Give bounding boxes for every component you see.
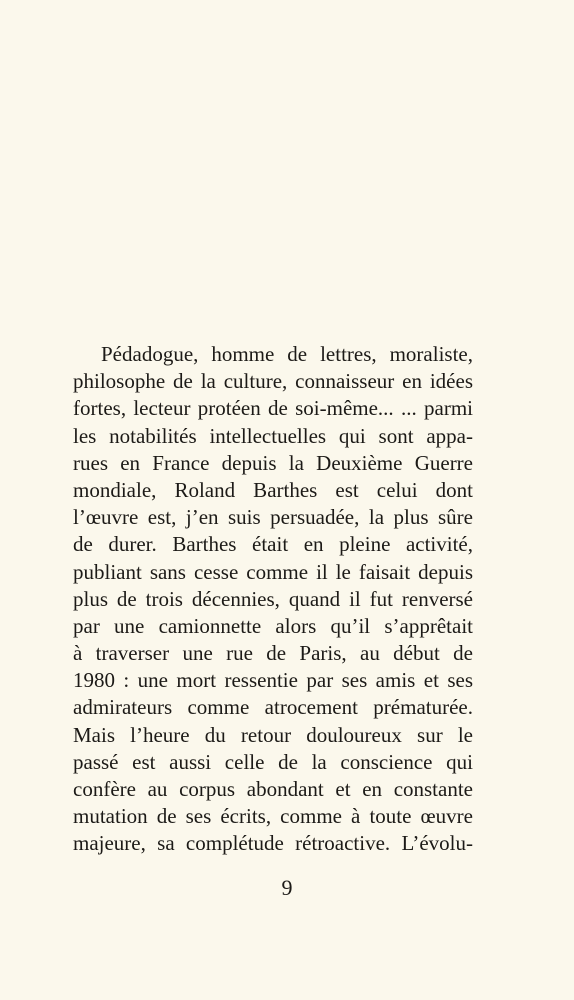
page-number: 9 [281,875,293,900]
text-line: Pédadogue, homme de lettres, moraliste, [101,342,473,366]
text-line: confère au corpus abondant et en constante [73,777,473,801]
text-line: à traverser une rue de Paris, au début de [73,641,473,666]
text-line: mondiale, Roland Barthes est celui dont [73,477,473,502]
text-line: Mais l’heure du retour douloureux sur le [73,722,473,747]
text-line: 1980 : une mort ressentie par ses amis et ses [73,668,473,693]
text-line: de durer. Barthes était en pleine activité, [73,532,473,557]
text-line: admirateurs comme atrocement prématurée. [73,695,473,720]
text-line: passé est aussi celle de la conscience qui [73,749,473,774]
text-line: par une camionnette alors qu’il s’apprêtait [73,613,473,638]
body-paragraph [73,341,473,858]
text-line: mutation de ses écrits, comme à toute œuvre [73,804,473,829]
text-line: plus de trois décennies, quand il fut renversé [73,586,473,611]
text-line: fortes, lecteur protéen de soi-même... ... parmi [73,396,473,421]
text-line: les notabilités intellectuelles qui sont appa- [73,423,473,448]
text-line: majeure, sa complétude rétroactive. L’évolu- [73,831,473,856]
text-line: rues en France depuis la Deuxième Guerre [73,450,473,475]
text-line: philosophe de la culture, connaisseur en idées [73,369,473,394]
text-line: publiant sans cesse comme il le faisait depuis [73,559,473,584]
text-line: l’œuvre est, j’en suis persuadée, la plus sûre [73,505,473,530]
